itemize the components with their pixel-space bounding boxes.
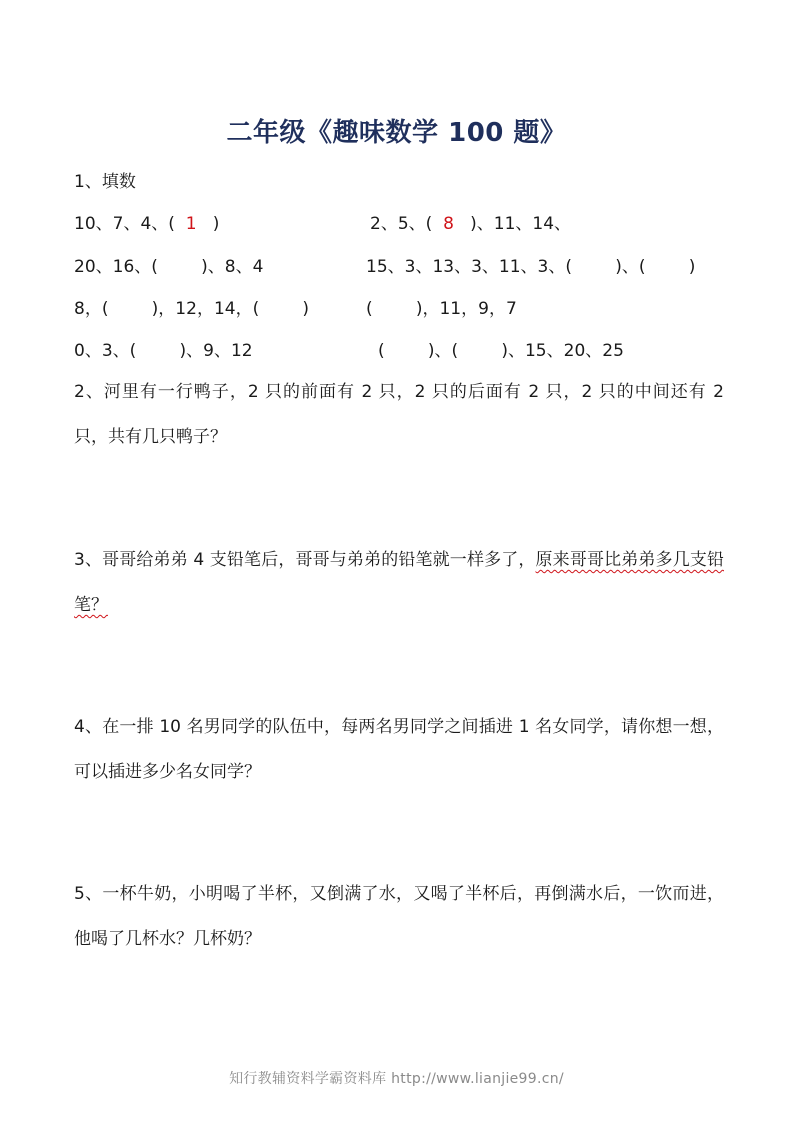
q1-row1-left-answer: 1 — [185, 214, 197, 234]
q5-text: 5、一杯牛奶，小明喝了半杯，又倒满了水，又喝了半杯后，再倒满水后，一饮而进，他喝了几杯水？几杯奶？ — [74, 884, 724, 949]
footer-watermark: 知行教辅资料学霸资料库 http://www.lianjie99.cn/ — [229, 1071, 564, 1087]
q1-row1-left — [74, 212, 219, 236]
q1-row1-left-post: ) — [212, 214, 220, 234]
q1-row1-right-post: )、11、14、 — [470, 214, 572, 234]
q3-text-a: 3、哥哥给弟弟 4 支铅笔后，哥哥与弟弟的铅笔就一样多了， — [74, 550, 536, 570]
q1-row4-right: ( )、( )、15、20、25 — [378, 341, 624, 361]
q3-text — [74, 538, 724, 628]
q1-row1-right-pre: 2、5、( — [370, 214, 433, 234]
q4-text: 4、在一排 10 名男同学的队伍中，每两名男同学之间插进 1 名女同学，请你想一想，可以插进多少名女同学？ — [74, 717, 724, 782]
q1-row1-right — [370, 212, 571, 236]
q1-row1-left-pre: 10、7、4、( — [74, 214, 175, 234]
q1-row1-right-answer: 8 — [443, 214, 454, 234]
q1-row4-left: 0、3、( )、9、12 — [74, 341, 253, 361]
q1-row2-right: 15、3、13、3、11、3、( )、( ) — [366, 257, 696, 277]
page-title: 二年级《趣味数学 100 题》 — [226, 118, 567, 148]
q1-row3-left: 8，( )，12，14，( ) — [74, 299, 310, 319]
q1-row2-left: 20、16、( )、8、4 — [74, 257, 264, 277]
q1-heading: 1、填数 — [74, 172, 136, 192]
q1-row3-right: ( )，11，9，7 — [366, 299, 517, 319]
q2-text: 2、河里有一行鸭子，2 只的前面有 2 只，2 只的后面有 2 只，2 只的中间还有 2 只，共有几只鸭子？ — [74, 382, 724, 447]
q3-text-b-spellcheck: 原来哥哥比弟弟多几支铅笔？ — [74, 550, 724, 615]
